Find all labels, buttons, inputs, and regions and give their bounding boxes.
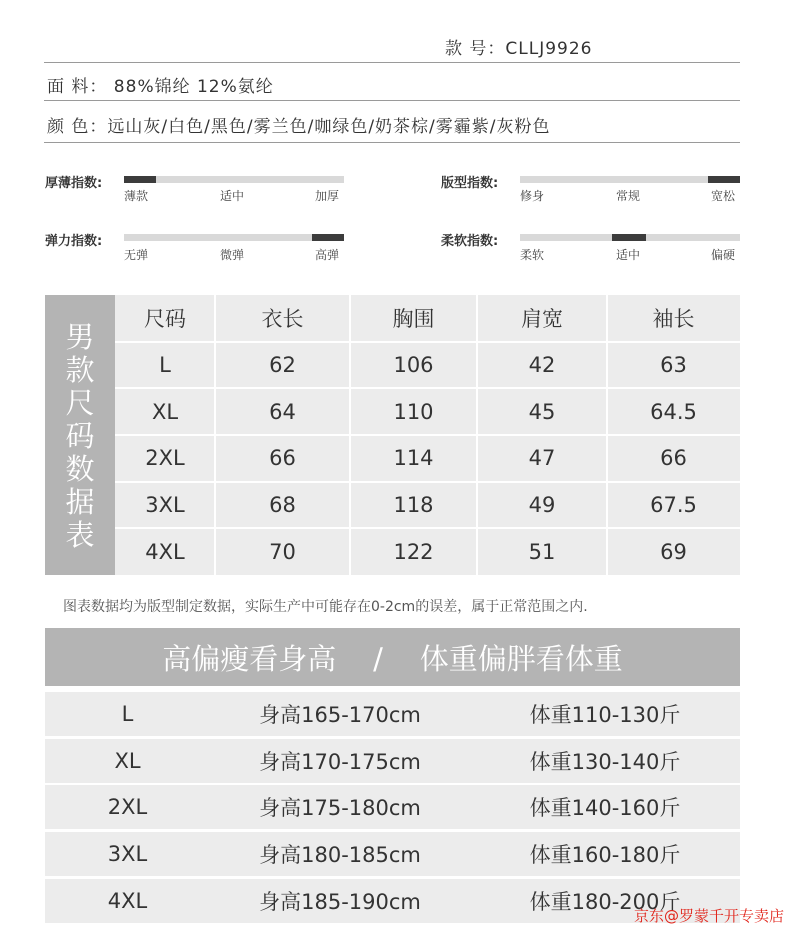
table-cell: 4XL: [107, 889, 148, 913]
table-cell: 118: [393, 492, 434, 517]
table-header-cell: 肩宽: [521, 307, 563, 332]
table-cell: 体重140-160斤: [529, 796, 681, 820]
table-cell: 身高165-170cm: [259, 703, 421, 727]
table-cell: XL: [151, 399, 179, 424]
index-bar: [520, 176, 740, 183]
row-divider: [115, 527, 740, 529]
table-cell: 身高180-185cm: [259, 843, 421, 867]
divider: [44, 142, 740, 143]
table-row: [45, 739, 740, 783]
table-cell: 66: [269, 446, 296, 471]
table-cell: 体重130-140斤: [529, 750, 681, 774]
index-tick-label: 偏硬: [711, 248, 736, 262]
index-tick-label: 微弹: [220, 248, 245, 262]
table-cell: 身高175-180cm: [259, 796, 421, 820]
table-cell: 身高170-175cm: [259, 750, 421, 774]
size-chart-side-title: [45, 295, 115, 575]
table-cell: 66: [660, 446, 687, 471]
side-title-char: 码: [65, 419, 95, 453]
table-cell: 62: [269, 352, 296, 377]
index-title: 弹力指数:: [45, 234, 103, 249]
row-divider: [115, 387, 740, 389]
index-tick-label: 适中: [616, 248, 641, 262]
table-cell: 体重180-200斤: [529, 890, 681, 914]
table-row: [45, 832, 740, 876]
index-tick-label: 无弹: [124, 248, 149, 262]
table-cell: 2XL: [107, 795, 148, 819]
size-note: 图表数据均为版型制定数据，实际生产中可能存在0-2cm的误差，属于正常范围之内.: [63, 599, 588, 615]
store-watermark: 京东@罗蒙千开专卖店: [633, 907, 784, 925]
table-row: [45, 692, 740, 736]
table-cell: 47: [528, 446, 556, 471]
column-divider: [349, 295, 351, 575]
table-cell: 106: [393, 352, 434, 377]
table-cell: 110: [393, 399, 434, 424]
table-cell: 122: [393, 539, 434, 564]
index-bar: [520, 234, 740, 241]
table-cell: 70: [269, 539, 296, 564]
table-header-cell: 胸围: [392, 307, 435, 332]
table-header-cell: 袖长: [652, 307, 695, 332]
table-cell: 2XL: [145, 446, 185, 471]
index-marker: [124, 176, 156, 183]
table-cell: 67.5: [650, 492, 697, 517]
index-tick-label: 修身: [520, 189, 545, 203]
table-cell: 身高185-190cm: [259, 890, 421, 914]
table-cell: 体重160-180斤: [529, 843, 681, 867]
table-cell: XL: [114, 749, 141, 773]
divider: [44, 62, 740, 63]
colors-line: 颜 色：远山灰/白色/黑色/雾兰色/咖绿色/奶茶棕/雾霾紫/灰粉色: [47, 117, 551, 137]
index-tick-label: 高弹: [315, 248, 340, 262]
table-cell: 114: [393, 446, 434, 471]
index-marker: [708, 176, 740, 183]
divider: [44, 100, 740, 101]
index-marker: [612, 234, 646, 241]
table-header-cell: 衣长: [261, 307, 304, 332]
table-cell: 3XL: [145, 492, 185, 517]
table-cell: 69: [660, 539, 687, 564]
index-tick-label: 宽松: [711, 189, 736, 203]
side-title-char: 款: [65, 353, 95, 387]
side-title-char: 尺: [65, 386, 95, 420]
table-cell: 3XL: [107, 842, 148, 866]
index-tick-label: 加厚: [315, 189, 340, 203]
index-marker: [312, 234, 344, 241]
table-cell: L: [159, 352, 171, 377]
table-row: [45, 785, 740, 829]
side-title-char: 据: [65, 485, 95, 519]
table-cell: 体重110-130斤: [529, 703, 681, 727]
row-divider: [115, 341, 740, 343]
column-divider: [214, 295, 216, 575]
side-title-char: 男: [65, 320, 95, 354]
index-bar: [124, 234, 344, 241]
row-divider: [115, 434, 740, 436]
index-tick-label: 薄款: [124, 189, 149, 203]
table-header-cell: 尺码: [144, 307, 186, 332]
size-chart-table: [45, 295, 740, 575]
table-cell: L: [121, 702, 134, 726]
index-tick-label: 适中: [220, 189, 245, 203]
column-divider: [476, 295, 478, 575]
index-title: 厚薄指数:: [45, 176, 103, 191]
index-title: 版型指数:: [441, 176, 499, 191]
side-title-char: 数: [65, 452, 95, 486]
index-tick-label: 柔软: [520, 248, 545, 262]
side-title-char: 表: [65, 518, 95, 552]
style-number: 款 号：CLLJ9926: [445, 39, 593, 59]
column-divider: [606, 295, 608, 575]
table-cell: 64: [269, 399, 296, 424]
index-bar: [124, 176, 344, 183]
index-tick-label: 常规: [616, 189, 641, 203]
table-cell: 68: [269, 492, 296, 517]
row-divider: [115, 481, 740, 483]
fabric-line: 面 料： 88%锦纶 12%氨纶: [47, 77, 274, 97]
table-cell: 63: [660, 352, 687, 377]
table-cell: 51: [528, 539, 556, 564]
table-cell: 4XL: [145, 539, 185, 564]
height-weight-title: 高偏瘦看身高 / 体重偏胖看体重: [45, 628, 740, 686]
index-title: 柔软指数:: [441, 234, 499, 249]
table-cell: 42: [528, 352, 556, 377]
table-cell: 49: [528, 492, 556, 517]
table-cell: 64.5: [650, 399, 697, 424]
table-cell: 45: [528, 399, 556, 424]
